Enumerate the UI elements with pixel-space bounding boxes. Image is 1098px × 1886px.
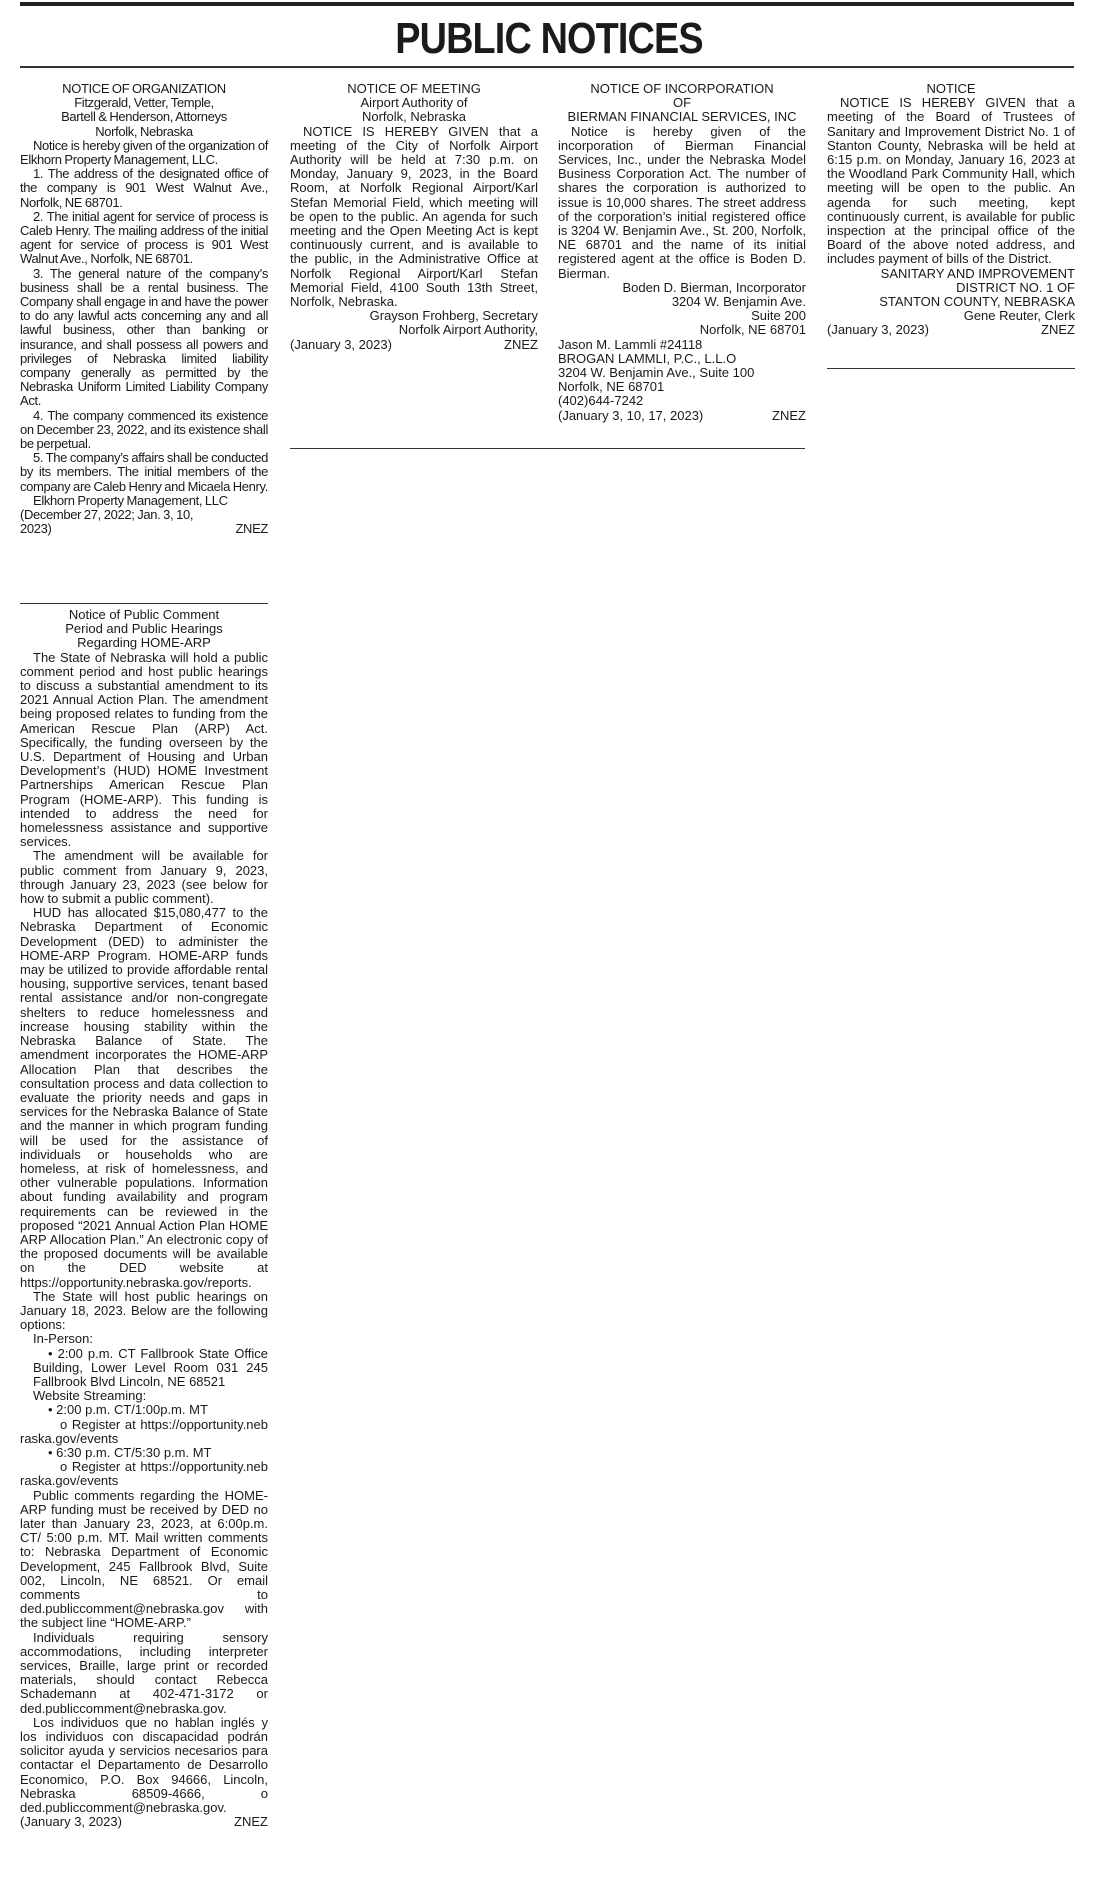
notice-paragraph: 4. The company commenced its existence on December 23, 2022, and its existence shall be perpetual. <box>20 407 268 452</box>
notice-sid <box>827 82 1075 338</box>
notice-paragraph: Elkhorn Property Management, LLC <box>33 492 228 508</box>
notice-paragraph: In-Person: <box>33 1331 93 1347</box>
notice-heading: Period and Public Hearings <box>65 621 223 637</box>
notice-paragraph: o Register at https://opportunity.nebraska.gov/events <box>20 1459 268 1489</box>
publisher-code: ZNEZ <box>234 1814 268 1830</box>
notice-heading: Regarding HOME-ARP <box>77 635 211 651</box>
divider <box>290 448 805 449</box>
notice-signature: SANITARY AND IMPROVEMENT <box>880 265 1075 281</box>
page-title: PUBLIC NOTICES <box>395 14 703 63</box>
notice-paragraph: HUD has allocated $15,080,477 to the Nebraska Department of Economic Development (DED) to administer the HOME-ARP Program. HOME-ARP funds may be utilized to provide affordable rental housing, supportive services, tenant based rental assistance and/or non-congregate shelters to reduce homelessness and increase housing stability within the Nebraska Balance of State. The amendment incorporates the HOME-ARP Allocation Plan that describes the consultation process and data collection to evaluate the priority needs and gaps in services for the Nebraska Balance of State and the manner in which program funding will be used for the assistance of individuals or households who are homeless, at risk of homelessness, and other vulnerable populations. Information about funding availability and program requirements can be reviewed in the proposed “2021 Annual Action Plan HOME ARP Allocation Plan.” An electronic copy of the proposed documents will be available on the DED website at https://opportunity.nebraska.gov/reports. <box>20 905 268 1290</box>
notice-signature: 3204 W. Benjamin Ave. <box>671 294 806 310</box>
notice-signature: STANTON COUNTY, NEBRASKA <box>879 294 1075 310</box>
header-rule <box>20 66 1074 68</box>
notice-paragraph: Notice is hereby given of the organization of Elkhorn Property Management, LLC. <box>20 137 268 168</box>
notice-paragraph: • 2:00 p.m. CT/1:00p.m. MT <box>48 1402 208 1418</box>
notice-heading: Norfolk, Nebraska <box>361 109 467 125</box>
notice-signature: Norfolk, NE 68701 <box>699 322 806 338</box>
notice-paragraph: Individuals requiring sensory accommodations, including interpreter services, Braille, large print or recorded materials, should contact Rebecca Schademann at 402-471-3172 or ded.publiccomment@nebraska.gov. <box>20 1629 268 1716</box>
notice-signature-line <box>558 409 806 423</box>
notice-signature: Grayson Frohberg, Secretary <box>369 308 538 324</box>
notice-heading: NOTICE OF INCORPORATION <box>590 81 774 96</box>
notice-organization <box>20 82 268 537</box>
notice-heading: Norfolk, Nebraska <box>95 123 193 139</box>
notice-paragraph: • 6:30 p.m. CT/5:30 p.m. MT <box>48 1444 212 1460</box>
notice-paragraph: • 2:00 p.m. CT Fallbrook State Office Building, Lower Level Room 031 245 Fallbrook Blvd Lincoln, NE 68521 <box>33 1345 268 1389</box>
notice-heading: Fitzgerald, Vetter, Temple, <box>74 95 214 111</box>
notice-paragraph: 5. The company’s affairs shall be conducted by its members. The initial members of the company are Caleb Henry and Micaela Henry. <box>20 450 268 494</box>
notice-signature: Jason M. Lammli #24118 <box>558 336 703 352</box>
divider <box>20 603 268 604</box>
publisher-code: ZNEZ <box>504 336 538 352</box>
notice-signature: Gene Reuter, Clerk <box>963 308 1075 324</box>
notice-paragraph: The State of Nebraska will hold a public comment period and host public hearings to discuss a substantial amendment to its 2021 Annual Action Plan. The amendment being proposed relates to funding from the American Rescue Plan (ARP) Act. Specifically, the funding overseen by the U.S. Department of Housing and Urban Development’s (HUD) HOME Investment Partnerships American Rescue Plan Program (HOME-ARP). This funding is intended to address the need for homelessness assistance and supportive services. <box>20 649 268 850</box>
notice-paragraph: Website Streaming: <box>33 1388 147 1404</box>
top-rule <box>20 2 1074 6</box>
publisher-code: ZNEZ <box>772 407 806 423</box>
notice-incorporation <box>558 82 806 423</box>
notice-heading: Airport Authority of <box>360 95 468 111</box>
notice-paragraph: 3. The general nature of the company’s business shall be a rental business. The Company shall engage in and have the power to do any lawful acts concerning any and all lawful business, other than banking or insurance, and shall possess all powers and privileges of Nebraska limited liability company generally as permitted by the Nebraska Uniform Limited Liability Company Act. <box>20 265 268 409</box>
divider <box>827 368 1075 369</box>
notice-paragraph: o Register at https://opportunity.nebraska.gov/events <box>20 1416 268 1446</box>
notice-meeting <box>290 82 538 352</box>
notice-paragraph: 2. The initial agent for service of process is Caleb Henry. The mailing address of the initial agent for service of process is 901 West Walnut Ave., Norfolk, NE 68701. <box>20 208 268 267</box>
publisher-code: ZNEZ <box>1041 322 1075 338</box>
notice-paragraph: The amendment will be available for public comment from January 9, 2023, through January 23, 2023 (see below for how to submit a public comment). <box>20 848 268 907</box>
notice-signature-line <box>827 323 1075 337</box>
notice-signature-line <box>20 1815 268 1829</box>
notice-paragraph: NOTICE IS HEREBY GIVEN that a meeting of the Board of Trustees of Sanitary and Improvement District No. 1 of Stanton County, Nebraska will be held at 6:15 p.m. on Monday, January 16, 2023 at the Woodland Park Community Hall, which meeting will be open to the public. An agenda for such meeting, kept continuously current, is available for public inspection at the principal office of the Board of the above noted address, and includes payment of bills of the District. <box>827 95 1075 267</box>
notice-signature: Suite 200 <box>751 308 806 324</box>
publication-dates: (January 3, 2023) <box>20 1814 122 1830</box>
publication-dates: (January 3, 10, 17, 2023) <box>558 407 704 423</box>
notice-paragraph: Los individuos que no hablan inglés y los individuos con discapacidad podrán solicitor ayuda y servicios necesarios para contactar el Departamento de Desarrollo Economico, P.O. Box 94666, Lincoln, Nebraska 68509-4666, o ded.publiccomment@nebraska.gov. <box>20 1714 268 1816</box>
notice-heading: BIERMAN FINANCIAL SERVICES, INC <box>567 109 797 125</box>
notice-heading: NOTICE OF MEETING <box>347 81 481 96</box>
notice-heading: OF <box>672 95 692 111</box>
notice-heading: NOTICE <box>926 81 976 96</box>
notice-heading: Notice of Public Comment <box>68 607 220 622</box>
notice-paragraph: 1. The address of the designated office of the company is 901 West Walnut Ave., Norfolk, NE 68701. <box>20 166 268 210</box>
notice-paragraph: Notice is hereby given of the incorporation of Bierman Financial Services, Inc., under the Nebraska Model Business Corporation Act. The number of shares the corporation is authorized to issue is 10,000 shares. The street address of the corporation’s initial registered office is 3204 W. Benjamin Ave., St. 200, Norfolk, NE 68701 and the name of its initial registered agent at the office is Boden D. Bierman. <box>558 123 806 281</box>
notice-paragraph: NOTICE IS HEREBY GIVEN that a meeting of the City of Norfolk Airport Authority will be held at 7:30 p.m. on Monday, January 9, 2023, in the Board Room, at Norfolk Regional Airport/Karl Stefan Memorial Field, which meeting will be open to the public. An agenda for such meeting and the Open Meeting Act is kept continuously current, and is available to the public, in the Administrative Office at Norfolk Regional Airport/Karl Stefan Memorial Field, 4100 South 13th Street, Norfolk, Nebraska. <box>290 123 538 310</box>
publisher-code: ZNEZ <box>235 521 268 537</box>
notice-heading: Bartell & Henderson, Attorneys <box>61 109 227 125</box>
notice-signature: Norfolk Airport Authority, <box>398 322 538 338</box>
notice-signature-line <box>290 338 538 352</box>
notice-signature: BROGAN LAMMLI, P.C., L.L.O <box>558 350 737 366</box>
notice-heading: NOTICE OF ORGANIZATION <box>62 81 226 96</box>
notice-home-arp <box>20 608 268 1829</box>
publication-dates: (January 3, 2023) <box>290 336 392 352</box>
notice-signature: Norfolk, NE 68701 <box>558 379 665 395</box>
publication-dates: (December 27, 2022; Jan. 3, 10, 2023) <box>20 507 194 537</box>
notice-signature: (402)644-7242 <box>558 393 644 409</box>
notice-signature: 3204 W. Benjamin Ave., Suite 100 <box>558 365 755 381</box>
notice-paragraph: The State will host public hearings on January 18, 2023. Below are the following options: <box>20 1288 268 1333</box>
publication-dates: (January 3, 2023) <box>827 322 929 338</box>
notice-signature: DISTRICT NO. 1 OF <box>956 279 1075 295</box>
notice-signature: Boden D. Bierman, Incorporator <box>622 279 806 295</box>
notice-paragraph: Public comments regarding the HOME-ARP funding must be received by DED no later than January 23, 2023, at 6:00p.m. CT/ 5:00 p.m. MT. Mail written comments to: Nebraska Department of Economic Development, 245 Fallbrook Blvd, Suite 002, Lincoln, NE 68521. Or email comments to ded.publiccomment@nebraska.gov with the subject line “HOME-ARP.” <box>20 1487 268 1631</box>
notice-signature-line <box>20 508 268 536</box>
